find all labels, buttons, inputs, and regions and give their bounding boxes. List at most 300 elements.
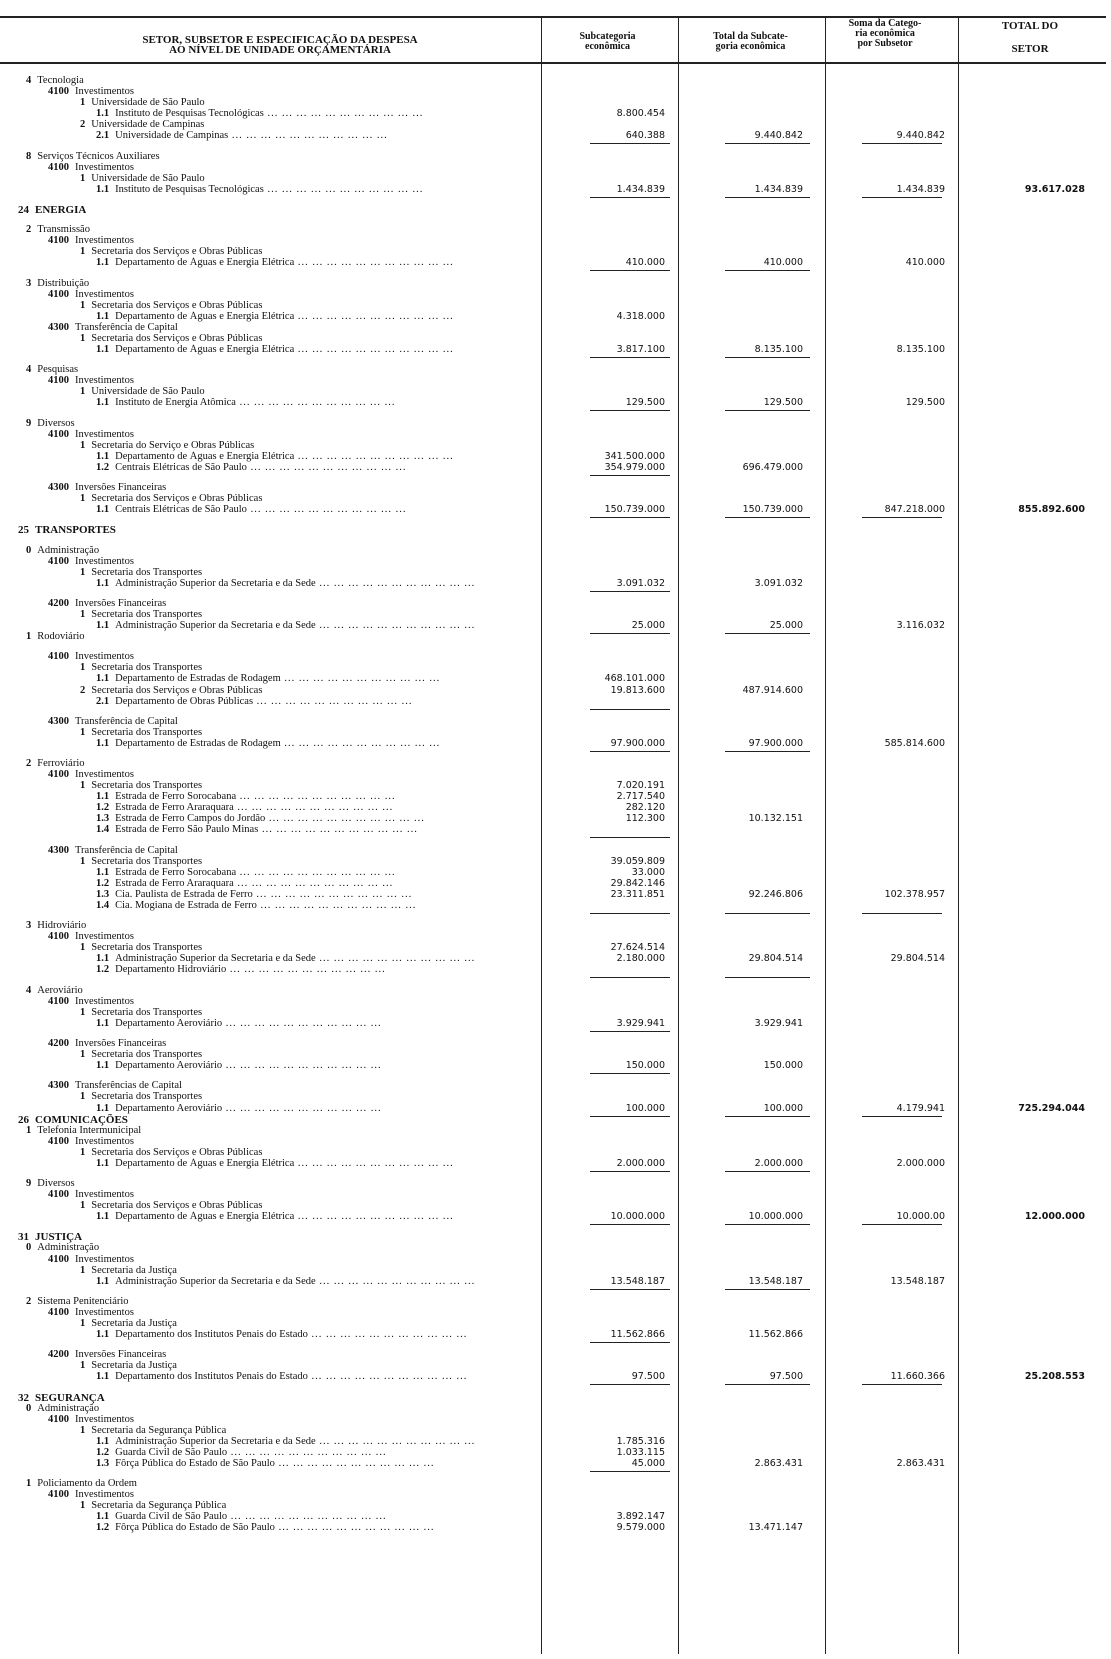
subtotal-underline xyxy=(590,1171,670,1172)
row-text: Guarda Civil de São Paulo xyxy=(115,1511,228,1523)
row-text: Investimentos xyxy=(75,375,134,387)
row-label xyxy=(96,900,416,912)
subtotal-underline xyxy=(590,913,670,914)
row-label xyxy=(96,257,454,269)
row-label xyxy=(96,462,406,474)
row-text: Instituto de Pesquisas Tecnológicas xyxy=(115,108,264,120)
row-text: Departamento de Estradas de Rodagem xyxy=(115,737,281,749)
row-code: 1 xyxy=(80,855,86,867)
header-total-setor xyxy=(960,19,1100,56)
row-text: Secretaria dos Transportes xyxy=(91,1006,203,1018)
header-description-line2: AO NÍVEL DE UNIDADE ORÇAMENTÁRIA xyxy=(169,44,391,56)
leader-dots: ... ... ... ... ... ... ... ... ... ... ... xyxy=(294,1157,454,1169)
row-text: Inversões Financeiras xyxy=(75,482,167,493)
row-text: Secretaria dos Transportes xyxy=(91,662,203,674)
value-v2: 129.500 xyxy=(763,397,803,409)
leader-dots: ... ... ... ... ... ... ... ... ... ... ... xyxy=(252,888,413,900)
row-code: 1.3 xyxy=(96,1457,110,1469)
budget-row xyxy=(0,1522,1111,1534)
row-code: 4100 xyxy=(48,1413,69,1425)
value-v1: 27.624.514 xyxy=(610,942,665,954)
row-text: Administração xyxy=(37,544,100,556)
row-code: 1 xyxy=(80,97,86,109)
subtotal-underline xyxy=(725,410,810,411)
leader-dots: ... ... ... ... ... ... ... ... ... ... ... xyxy=(294,1211,454,1223)
row-text: Secretaria da Segurança Pública xyxy=(91,1424,227,1436)
row-code: 1.1 xyxy=(96,1511,110,1523)
value-v3: 129.500 xyxy=(905,397,945,409)
row-code: 1.3 xyxy=(96,888,110,900)
value-v1: 2.180.000 xyxy=(616,953,665,965)
subtotal-underline xyxy=(725,143,810,144)
value-v1: 410.000 xyxy=(625,257,665,269)
header-total-subcategoria xyxy=(678,32,823,52)
row-code: 1.1 xyxy=(96,791,110,803)
subtotal-underline xyxy=(590,977,670,978)
leader-dots: ... ... ... ... ... ... ... ... ... ... ... xyxy=(315,577,476,589)
row-text: Inversões Financeiras xyxy=(75,1038,167,1049)
leader-dots: ... ... ... ... ... ... ... ... ... ... ... xyxy=(280,673,441,685)
row-text: Universidade de Campinas xyxy=(91,119,205,131)
row-text: Administração Superior da Secretaria e da Sede xyxy=(115,1275,316,1287)
row-text: Investimentos xyxy=(75,1135,134,1147)
row-label xyxy=(96,1276,475,1288)
row-code: 1 xyxy=(80,1091,86,1103)
subtotal-underline xyxy=(590,1471,670,1472)
row-text: Inversões Financeiras xyxy=(75,598,167,609)
row-code: 1.1 xyxy=(96,108,110,120)
row-text: Departamento dos Institutos Penais do Estado xyxy=(115,1329,308,1340)
row-code: 2 xyxy=(80,119,86,131)
value-v2: 25.000 xyxy=(769,620,803,632)
row-code: 4 xyxy=(26,364,32,376)
row-text: Administração Superior da Secretaria e da Sede xyxy=(115,620,316,632)
row-label xyxy=(96,1018,382,1030)
header-subcategoria xyxy=(545,32,670,52)
row-text: Investimentos xyxy=(75,651,134,663)
subtotal-underline xyxy=(862,517,942,518)
row-code: 1.1 xyxy=(96,866,110,878)
row-code: 1.2 xyxy=(96,1446,110,1458)
row-code: 9 xyxy=(26,1178,32,1189)
value-v3: 29.804.514 xyxy=(890,953,945,965)
leader-dots: ... ... ... ... ... ... ... ... ... ... ... xyxy=(235,397,396,409)
value-v2: 3.091.032 xyxy=(754,577,803,589)
value-v1: 3.817.100 xyxy=(616,343,665,355)
budget-row xyxy=(0,578,1111,590)
subtotal-underline xyxy=(590,517,670,518)
value-v2: 487.914.600 xyxy=(742,684,803,696)
row-code: 1.1 xyxy=(96,1060,110,1072)
row-code: 1 xyxy=(80,246,86,258)
value-v2: 10.132.151 xyxy=(748,813,803,825)
leader-dots: ... ... ... ... ... ... ... ... ... ... ... xyxy=(294,310,454,322)
value-v1: 1.785.316 xyxy=(616,1435,665,1447)
row-text: Inversões Financeiras xyxy=(75,1349,167,1361)
row-text: Administração Superior da Secretaria e da Sede xyxy=(115,577,316,589)
row-text: Diversos xyxy=(37,417,75,429)
row-text: Secretaria da Segurança Pública xyxy=(91,1500,227,1512)
row-label xyxy=(96,184,423,196)
header-total-setor-line2: SETOR xyxy=(1011,43,1049,55)
row-code: 3 xyxy=(26,277,32,289)
header-subcategoria-line2: econômica xyxy=(585,41,630,52)
subtotal-underline xyxy=(725,1224,810,1225)
subtotal-underline xyxy=(725,1289,810,1290)
row-text: Universidade de São Paulo xyxy=(91,97,205,109)
value-v1: 468.101.000 xyxy=(604,673,665,685)
value-v4: 855.892.600 xyxy=(1018,504,1085,516)
value-v1: 3.892.147 xyxy=(616,1511,665,1523)
subtotal-underline xyxy=(590,709,670,710)
budget-row xyxy=(0,1329,1111,1341)
row-code: 4 xyxy=(26,984,32,996)
value-v3: 11.660.366 xyxy=(890,1371,945,1383)
row-text: Administração xyxy=(37,1402,100,1414)
row-code: 1.1 xyxy=(96,1211,110,1223)
row-code: 4300 xyxy=(48,715,69,727)
subtotal-underline xyxy=(725,270,810,271)
subtotal-underline xyxy=(590,837,670,838)
row-code: 2.1 xyxy=(96,695,110,707)
row-code: 2 xyxy=(26,1295,32,1307)
leader-dots: ... ... ... ... ... ... ... ... ... ... ... xyxy=(315,620,476,632)
subtotal-underline xyxy=(590,410,670,411)
row-code: 1.1 xyxy=(96,310,110,322)
row-text: Investimentos xyxy=(75,86,134,97)
header-description xyxy=(40,35,520,55)
row-code: 1.1 xyxy=(96,953,110,965)
row-code: 25 xyxy=(18,524,29,537)
header-top-rule xyxy=(0,16,1106,18)
row-text: Secretaria dos Transportes xyxy=(91,942,203,954)
row-text: Investimentos xyxy=(75,1189,134,1200)
row-code: 31 xyxy=(18,1231,29,1244)
budget-row xyxy=(0,257,1111,269)
row-text: Sistema Penitenciário xyxy=(37,1295,129,1307)
row-code: 1 xyxy=(80,1146,86,1158)
header-soma-categoria xyxy=(825,19,945,49)
row-code: 1.1 xyxy=(96,1017,110,1029)
row-text: Investimentos xyxy=(75,428,134,440)
leader-dots: ... ... ... ... ... ... ... ... ... ... ... xyxy=(256,899,417,911)
row-text: Estrada de Ferro Araraquara xyxy=(115,802,234,814)
row-code: 1.1 xyxy=(96,397,110,409)
budget-row xyxy=(0,1458,1111,1470)
leader-dots: ... ... ... ... ... ... ... ... ... ... ... xyxy=(294,450,454,462)
value-v1: 11.562.866 xyxy=(610,1329,665,1340)
row-text: Secretaria dos Serviços e Obras Públicas xyxy=(91,1200,263,1212)
value-v2: 150.739.000 xyxy=(742,504,803,516)
row-label xyxy=(96,738,440,750)
leader-dots: ... ... ... ... ... ... ... ... ... ... ... xyxy=(222,1102,382,1114)
row-text: Serviços Técnicos Auxiliares xyxy=(37,150,160,162)
row-code: 1 xyxy=(80,566,86,578)
row-text: Secretaria dos Transportes xyxy=(91,780,203,792)
leader-dots: ... ... ... ... ... ... ... ... ... ... ... xyxy=(246,504,407,516)
value-v1: 129.500 xyxy=(625,397,665,409)
value-v3: 1.434.839 xyxy=(896,183,945,195)
value-v3: 13.548.187 xyxy=(890,1275,945,1287)
row-code: 1 xyxy=(80,1317,86,1329)
value-v1: 39.059.809 xyxy=(610,855,665,867)
value-v2: 29.804.514 xyxy=(748,953,803,965)
row-text: Transferência de Capital xyxy=(75,321,178,333)
row-code: 1 xyxy=(80,1049,86,1061)
value-v2: 11.562.866 xyxy=(748,1329,803,1340)
value-v3: 102.378.957 xyxy=(884,888,945,900)
row-text: Secretaria dos Serviços e Obras Públicas xyxy=(91,1146,263,1158)
row-code: 1.1 xyxy=(96,1102,110,1114)
row-label xyxy=(96,397,395,409)
value-v1: 150.000 xyxy=(625,1060,665,1072)
row-code: 1.1 xyxy=(96,1157,110,1169)
row-text: Estrada de Ferro São Paulo Minas xyxy=(115,824,259,836)
value-v2: 1.434.839 xyxy=(754,183,803,195)
row-code: 1 xyxy=(80,386,86,398)
subtotal-underline xyxy=(590,197,670,198)
row-code: 9 xyxy=(26,417,32,429)
leader-dots: ... ... ... ... ... ... ... ... ... ... ... xyxy=(258,824,418,836)
row-code: 1 xyxy=(80,439,86,451)
header-bottom-rule xyxy=(0,62,1106,64)
value-v1: 13.548.187 xyxy=(610,1275,665,1287)
value-v4: 725.294.044 xyxy=(1018,1102,1085,1114)
row-text: Guarda Civil de São Paulo xyxy=(115,1446,228,1458)
header-subcategoria-line1: Subcategoria xyxy=(579,31,636,42)
row-text: Secretaria dos Serviços e Obras Públicas xyxy=(91,684,263,696)
row-text: Rodoviário xyxy=(37,631,85,643)
budget-row xyxy=(0,738,1111,750)
row-text: Departamento Hidroviário xyxy=(115,964,227,976)
row-text: Diversos xyxy=(37,1178,75,1189)
row-text: ENERGIA xyxy=(35,203,87,216)
budget-row xyxy=(0,1060,1111,1072)
row-text: JUSTIÇA xyxy=(35,1231,83,1244)
value-v1: 354.979.000 xyxy=(604,461,665,473)
leader-dots: ... ... ... ... ... ... ... ... ... ... ... xyxy=(274,1522,435,1534)
row-code: 4100 xyxy=(48,931,69,943)
value-v1: 97.500 xyxy=(631,1371,665,1383)
value-v2: 9.440.842 xyxy=(754,130,803,142)
budget-row xyxy=(0,344,1111,356)
subtotal-underline xyxy=(590,270,670,271)
value-v1: 112.300 xyxy=(625,813,665,825)
leader-dots: ... ... ... ... ... ... ... ... ... ... ... xyxy=(315,1435,476,1447)
value-v1: 100.000 xyxy=(625,1102,665,1114)
value-v1: 33.000 xyxy=(631,866,665,878)
row-text: Departamento Aeroviário xyxy=(115,1102,223,1114)
row-text: Secretaria dos Transportes xyxy=(91,566,203,578)
header-soma-categoria-line3: por Subsetor xyxy=(857,38,913,49)
row-text: Departamento Aeroviário xyxy=(115,1060,223,1072)
subtotal-underline xyxy=(725,913,810,914)
row-text: Estrada de Ferro Sorocabana xyxy=(115,791,237,803)
row-code: 1 xyxy=(80,1500,86,1512)
leader-dots: ... ... ... ... ... ... ... ... ... ... ... xyxy=(227,1446,387,1458)
subtotal-underline xyxy=(590,1031,670,1032)
row-label xyxy=(96,1211,454,1223)
row-code: 1.2 xyxy=(96,1522,110,1534)
row-label xyxy=(96,964,386,976)
row-text: Transmissão xyxy=(37,224,90,236)
row-label xyxy=(96,1522,434,1534)
row-text: Investimentos xyxy=(75,1306,134,1318)
row-code: 1.2 xyxy=(96,802,110,814)
row-text: Hidroviário xyxy=(37,920,87,932)
row-code: 1 xyxy=(80,1424,86,1436)
row-label xyxy=(96,578,475,590)
leader-dots: ... ... ... ... ... ... ... ... ... ... ... xyxy=(246,461,407,473)
subtotal-underline xyxy=(590,475,670,476)
leader-dots: ... ... ... ... ... ... ... ... ... ... ... xyxy=(265,813,425,825)
leader-dots: ... ... ... ... ... ... ... ... ... ... ... xyxy=(307,1371,468,1383)
row-text: Cia. Mogiana de Estrada de Ferro xyxy=(115,899,257,911)
subtotal-underline xyxy=(862,1224,942,1225)
row-text: Departamento de Águas e Energia Elétrica xyxy=(115,1157,295,1169)
row-code: 2 xyxy=(80,684,86,696)
leader-dots: ... ... ... ... ... ... ... ... ... ... ... xyxy=(263,183,424,195)
leader-dots: ... ... ... ... ... ... ... ... ... ... ... xyxy=(227,1511,387,1523)
leader-dots: ... ... ... ... ... ... ... ... ... ... ... xyxy=(228,130,388,142)
row-code: 4100 xyxy=(48,428,69,440)
row-text: Secretaria dos Transportes xyxy=(91,609,203,620)
row-code: 1.1 xyxy=(96,1435,110,1447)
row-text: Secretaria da Justiça xyxy=(91,1264,177,1276)
row-text: Investimentos xyxy=(75,1253,134,1265)
subtotal-underline xyxy=(725,977,810,978)
row-code: 8 xyxy=(26,150,32,162)
row-text: Investimentos xyxy=(75,931,134,943)
row-text: Fôrça Pública do Estado de São Paulo xyxy=(115,1522,275,1534)
row-label xyxy=(96,824,418,836)
value-v1: 2.000.000 xyxy=(616,1157,665,1169)
row-label xyxy=(18,204,86,216)
subtotal-underline xyxy=(725,1171,810,1172)
row-code: 24 xyxy=(18,203,29,216)
leader-dots: ... ... ... ... ... ... ... ... ... ... ... xyxy=(294,257,454,269)
subtotal-underline xyxy=(590,1073,670,1074)
value-v3: 847.218.000 xyxy=(884,504,945,516)
row-text: Departamento de Águas e Energia Elétrica xyxy=(115,343,295,355)
row-code: 4300 xyxy=(48,1080,69,1092)
budget-row xyxy=(0,397,1111,409)
value-v3: 410.000 xyxy=(905,257,945,269)
row-label xyxy=(26,631,85,643)
row-text: SEGURANÇA xyxy=(35,1391,105,1404)
value-v2: 100.000 xyxy=(763,1102,803,1114)
row-code: 1 xyxy=(80,662,86,674)
subtotal-underline xyxy=(862,913,942,914)
row-text: Aeroviário xyxy=(37,984,83,996)
row-label xyxy=(96,1158,454,1170)
value-v1: 29.842.146 xyxy=(610,877,665,889)
row-text: Departamento de Águas e Energia Elétrica xyxy=(115,450,295,462)
row-code: 1.4 xyxy=(96,899,110,911)
value-v3: 2.863.431 xyxy=(896,1457,945,1469)
subtotal-underline xyxy=(725,517,810,518)
row-code: 4100 xyxy=(48,288,69,300)
value-v2: 3.929.941 xyxy=(754,1017,803,1029)
value-v1: 1.033.115 xyxy=(616,1446,665,1458)
value-v1: 640.388 xyxy=(625,130,665,142)
row-code: 4100 xyxy=(48,1253,69,1265)
row-text: Universidade de Campinas xyxy=(115,130,229,142)
row-code: 1.1 xyxy=(96,183,110,195)
row-code: 1.1 xyxy=(96,673,110,685)
budget-row xyxy=(0,1276,1111,1288)
row-text: Centrais Elétricas de São Paulo xyxy=(115,504,247,516)
subtotal-underline xyxy=(590,751,670,752)
value-v3: 2.000.000 xyxy=(896,1157,945,1169)
row-text: Secretaria dos Transportes xyxy=(91,1049,203,1061)
value-v2: 410.000 xyxy=(763,257,803,269)
row-text: Tecnologia xyxy=(37,75,84,86)
value-v2: 97.900.000 xyxy=(748,737,803,749)
row-code: 1.1 xyxy=(96,504,110,516)
row-code: 1.3 xyxy=(96,813,110,825)
row-code: 4200 xyxy=(48,1349,69,1361)
row-text: Investimentos xyxy=(75,1413,134,1425)
row-label xyxy=(18,524,116,536)
row-label xyxy=(96,130,388,142)
row-code: 0 xyxy=(26,544,32,556)
leader-dots: ... ... ... ... ... ... ... ... ... ... ... xyxy=(280,737,441,749)
budget-row xyxy=(0,1158,1111,1170)
value-v1: 25.000 xyxy=(631,620,665,632)
header-description-line1: SETOR, SUBSETOR E ESPECIFICAÇÃO DA DESPESA xyxy=(142,34,418,46)
row-code: 1.4 xyxy=(96,824,110,836)
value-v3: 3.116.032 xyxy=(896,620,945,632)
row-code: 1 xyxy=(80,1006,86,1018)
leader-dots: ... ... ... ... ... ... ... ... ... ... ... xyxy=(315,1275,476,1287)
row-code: 26 xyxy=(18,1113,29,1126)
subtotal-underline xyxy=(590,1289,670,1290)
value-v1: 3.929.941 xyxy=(616,1017,665,1029)
row-text: Distribuição xyxy=(37,277,90,289)
value-v3: 585.814.600 xyxy=(884,737,945,749)
value-v4: 25.208.553 xyxy=(1024,1371,1085,1383)
value-v2: 92.246.806 xyxy=(748,888,803,900)
row-text: Departamento de Águas e Energia Elétrica xyxy=(115,1211,295,1223)
header-soma-categoria-line2: ria econômica xyxy=(855,28,915,39)
value-v2: 8.135.100 xyxy=(754,343,803,355)
value-v2: 2.863.431 xyxy=(754,1457,803,1469)
value-v2: 10.000.000 xyxy=(748,1211,803,1223)
leader-dots: ... ... ... ... ... ... ... ... ... ... ... xyxy=(233,877,394,889)
header-total-setor-line1: TOTAL DO xyxy=(1001,20,1059,32)
subtotal-underline xyxy=(590,1384,670,1385)
row-code: 1 xyxy=(80,332,86,344)
row-text: Transferência de Capital xyxy=(75,715,178,727)
row-text: Administração Superior da Secretaria e da Sede xyxy=(115,953,316,965)
value-v1: 7.020.191 xyxy=(616,780,665,792)
row-code: 1.1 xyxy=(96,1329,110,1340)
row-text: Departamento de Águas e Energia Elétrica xyxy=(115,310,295,322)
row-code: 4200 xyxy=(48,1038,69,1049)
row-code: 1 xyxy=(80,1264,86,1276)
row-code: 1.1 xyxy=(96,620,110,632)
row-text: Instituto de Pesquisas Tecnológicas xyxy=(115,183,264,195)
row-code: 0 xyxy=(26,1402,32,1414)
row-text: Secretaria da Justiça xyxy=(91,1360,177,1372)
row-code: 4200 xyxy=(48,598,69,609)
row-code: 4100 xyxy=(48,1189,69,1200)
budget-row xyxy=(0,504,1111,516)
row-code: 4 xyxy=(26,75,32,86)
row-label xyxy=(96,1329,467,1341)
subtotal-underline xyxy=(862,143,942,144)
